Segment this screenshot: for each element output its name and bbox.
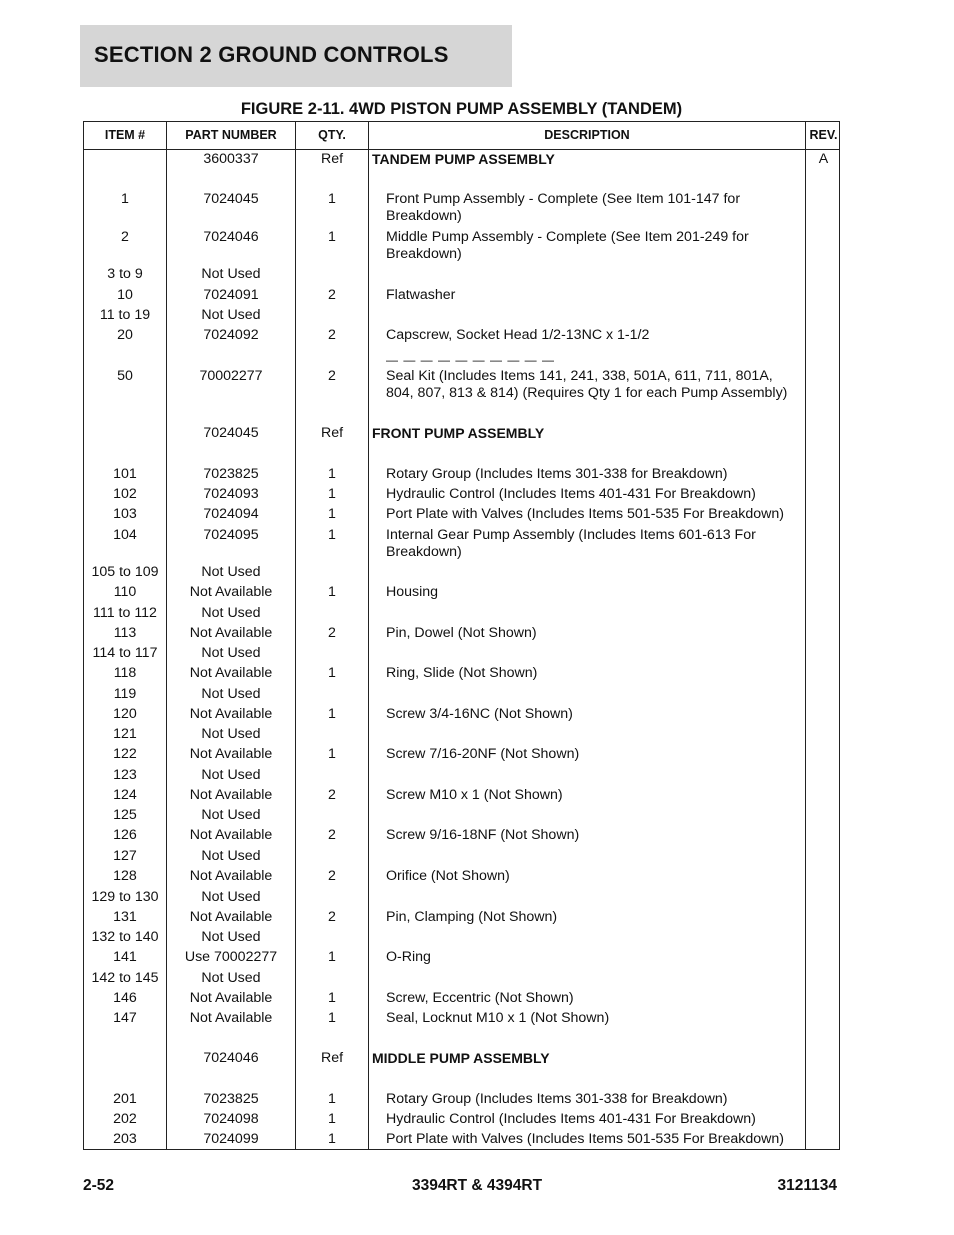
item-number-cell: 142 to 145 [91,970,159,986]
part-number-cell: Not Available [189,584,273,600]
part-number-cell: 7024092 [203,327,259,343]
part-number-cell: Not Available [189,1010,273,1026]
description-line: Middle Pump Assembly - Complete (See Item 201-249 for [386,229,749,245]
parts-table [83,121,840,1150]
description-cell [386,584,804,601]
quantity-cell: 1 [328,1131,336,1147]
part-number-cell: Not Used [201,970,261,986]
description-cell [386,665,804,682]
part-number-cell: Not Used [201,605,261,621]
part-number-cell: 7024094 [203,506,259,522]
header-divider [84,149,839,150]
item-number-cell: 105 to 109 [91,564,159,580]
part-number-cell: Not Available [189,706,273,722]
item-number-cell: 110 [113,584,137,600]
description-cell [372,151,790,168]
description-line: Port Plate with Valves (Includes Items 501-535 For Breakdown) [386,1131,784,1147]
description-cell [386,787,804,804]
description-line: Flatwasher [386,287,456,303]
column-divider [368,122,369,1149]
description-cell [386,527,804,561]
description-cell [386,1111,804,1128]
part-number-cell: 7024046 [203,229,259,245]
description-line: Ring, Slide (Not Shown) [386,665,538,681]
part-number-cell: 7024045 [203,425,259,441]
quantity-cell: Ref [320,151,344,167]
quantity-cell: 1 [328,486,336,502]
part-number-cell: Not Used [201,686,261,702]
part-number-cell: Not Used [201,564,261,580]
quantity-cell: 1 [328,665,336,681]
item-number-cell: 126 [113,827,137,843]
description-line: Orifice (Not Shown) [386,868,510,884]
part-number-cell: Not Used [201,726,261,742]
description-line: Capscrew, Socket Head 1/2-13NC x 1-1/2 [386,327,650,343]
item-number-cell: 201 [113,1091,137,1107]
part-number-cell: Not Available [189,827,273,843]
description-line: Rotary Group (Includes Items 301-338 for Breakdown) [386,1091,728,1107]
part-number-cell: Not Available [189,665,273,681]
item-number-cell: 122 [113,746,137,762]
item-number-cell: 11 to 19 [99,307,151,323]
part-number-cell: 7024099 [203,1131,259,1147]
description-cell [386,746,804,763]
column-header-rev: REV. [809,128,838,142]
description-cell [386,909,804,926]
quantity-cell: 1 [328,506,336,522]
description-cell [386,368,804,402]
description-line: Port Plate with Valves (Includes Items 501-535 For Breakdown) [386,506,784,522]
description-line: Hydraulic Control (Includes Items 401-431 For Breakdown) [386,1111,756,1127]
quantity-cell: 1 [328,949,336,965]
quantity-cell: 1 [328,466,336,482]
part-number-cell: 7023825 [203,466,259,482]
description-cell [386,1091,804,1108]
column-header-description: DESCRIPTION [544,128,630,142]
part-number-cell: 7024093 [203,486,259,502]
part-number-cell: Not Available [189,746,273,762]
quantity-cell: 1 [328,527,336,543]
quantity-cell: 2 [328,287,336,303]
quantity-cell: 1 [328,706,336,722]
quantity-cell: 2 [328,368,336,384]
description-cell [372,425,790,442]
description-line: Seal, Locknut M10 x 1 (Not Shown) [386,1010,610,1026]
description-line: Screw 7/16-20NF (Not Shown) [386,746,580,762]
part-number-cell: 7024046 [203,1050,259,1066]
description-line: O-Ring [386,949,431,965]
description-cell [386,1010,804,1027]
part-number-cell: Not Available [189,868,273,884]
quantity-cell: 1 [328,746,336,762]
item-number-cell: 113 [113,625,137,641]
part-number-cell: Not Used [201,889,261,905]
item-number-cell: 141 [113,949,137,965]
item-number-cell: 101 [113,466,137,482]
figure-title: FIGURE 2-11. 4WD PISTON PUMP ASSEMBLY (TANDEM) [240,100,683,118]
description-line: Screw, Eccentric (Not Shown) [386,990,574,1006]
description-line: Internal Gear Pump Assembly (Includes Items 601-613 For [386,527,756,543]
description-line: Seal Kit (Includes Items 141, 241, 338, 501A, 611, 711, 801A, [386,368,773,384]
quantity-cell: 1 [328,1111,336,1127]
description-line: MIDDLE PUMP ASSEMBLY [372,1050,550,1066]
item-number-cell: 10 [117,287,133,303]
part-number-cell: Not Available [189,787,273,803]
part-number-cell: Not Used [201,767,261,783]
description-line: Pin, Dowel (Not Shown) [386,625,537,641]
quantity-cell: 1 [328,584,336,600]
quantity-cell: 1 [328,990,336,1006]
footer-model: 3394RT & 4394RT [411,1177,543,1194]
part-number-cell: Not Available [189,990,273,1006]
description-cell [386,625,804,642]
description-cell [386,486,804,503]
footer-doc-number: 3121134 [777,1177,837,1194]
item-number-cell: 103 [113,506,137,522]
item-number-cell: 129 to 130 [91,889,159,905]
quantity-cell: Ref [320,425,344,441]
part-number-cell: Not Used [201,929,261,945]
quantity-cell: Ref [320,1050,344,1066]
item-number-cell: 119 [113,686,137,702]
description-cell [386,191,804,225]
part-number-cell: 7024091 [203,287,259,303]
item-number-cell: 127 [113,848,137,864]
description-cell [372,1050,790,1067]
description-cell [386,466,804,483]
item-number-cell: 146 [113,990,137,1006]
item-number-cell: 131 [113,909,137,925]
quantity-cell: 2 [328,787,336,803]
item-number-cell: 124 [113,787,137,803]
description-line: FRONT PUMP ASSEMBLY [372,425,545,441]
item-number-cell: 3 to 9 [107,266,143,282]
description-line-continued: 804, 807, 813 & 814) (Requires Qty 1 for each Pump Assembly) [386,385,788,401]
description-line-continued: Breakdown) [386,208,462,224]
separator-dashes: — — — — — — — — — — [386,353,556,367]
item-number-cell: 121 [113,726,137,742]
description-cell [386,949,804,966]
description-line-continued: Breakdown) [386,246,462,262]
description-line: Screw M10 x 1 (Not Shown) [386,787,563,803]
part-number-cell: 7023825 [203,1091,259,1107]
item-number-cell: 20 [117,327,133,343]
description-cell [386,827,804,844]
item-number-cell: 118 [113,665,137,681]
part-number-cell: Not Available [189,625,273,641]
description-line: Front Pump Assembly - Complete (See Item 101-147 for [386,191,741,207]
description-cell [386,868,804,885]
item-number-cell: 114 to 117 [92,645,158,661]
item-number-cell: 111 to 112 [93,605,157,621]
part-number-cell: Not Used [201,266,261,282]
part-number-cell: 3600337 [203,151,259,167]
column-divider [805,122,806,1149]
item-number-cell: 125 [113,807,137,823]
item-number-cell: 132 to 140 [91,929,159,945]
part-number-cell: Not Used [201,848,261,864]
quantity-cell: 2 [328,909,336,925]
part-number-cell: Not Used [201,807,261,823]
item-number-cell: 123 [113,767,137,783]
description-line: TANDEM PUMP ASSEMBLY [372,151,555,167]
part-number-cell: Not Used [201,645,261,661]
quantity-cell: 2 [328,625,336,641]
item-number-cell: 203 [113,1131,137,1147]
column-header-part-number: PART NUMBER [185,128,277,142]
footer-page-number: 2-52 [83,1177,115,1194]
description-line: Housing [386,584,439,600]
revision-cell: A [818,151,829,167]
item-number-cell: 104 [113,527,137,543]
quantity-cell: 2 [328,868,336,884]
description-cell [386,287,804,304]
item-number-cell: 147 [113,1010,137,1026]
section-header [80,25,512,87]
quantity-cell: 1 [328,1091,336,1107]
column-header-qty: QTY. [318,128,346,142]
part-number-cell: 70002277 [199,368,263,384]
description-cell [386,706,804,723]
description-line: Screw 3/4-16NC (Not Shown) [386,706,573,722]
quantity-cell: 1 [328,229,336,245]
description-cell [386,990,804,1007]
description-line: Pin, Clamping (Not Shown) [386,909,558,925]
description-line: Hydraulic Control (Includes Items 401-431 For Breakdown) [386,486,756,502]
part-number-cell: 7024098 [203,1111,259,1127]
item-number-cell: 2 [121,229,129,245]
item-number-cell: 1 [121,191,129,207]
item-number-cell: 102 [113,486,137,502]
quantity-cell: 2 [328,827,336,843]
quantity-cell: 1 [328,1010,336,1026]
description-line: Screw 9/16-18NF (Not Shown) [386,827,580,843]
description-cell [386,327,804,344]
quantity-cell: 1 [328,191,336,207]
item-number-cell: 202 [113,1111,137,1127]
description-line: Rotary Group (Includes Items 301-338 for Breakdown) [386,466,728,482]
part-number-cell: Not Used [201,307,261,323]
section-title: SECTION 2 GROUND CONTROLS [94,42,449,67]
column-header-item: ITEM # [104,128,146,142]
description-cell [386,229,804,263]
part-number-cell: Not Available [189,909,273,925]
item-number-cell: 50 [117,368,133,384]
description-cell [386,1131,804,1148]
item-number-cell: 120 [113,706,137,722]
part-number-cell: Use 70002277 [184,949,278,965]
item-number-cell: 128 [113,868,137,884]
description-cell [386,506,804,523]
description-line-continued: Breakdown) [386,544,462,560]
part-number-cell: 7024045 [203,191,259,207]
part-number-cell: 7024095 [203,527,259,543]
quantity-cell: 2 [328,327,336,343]
